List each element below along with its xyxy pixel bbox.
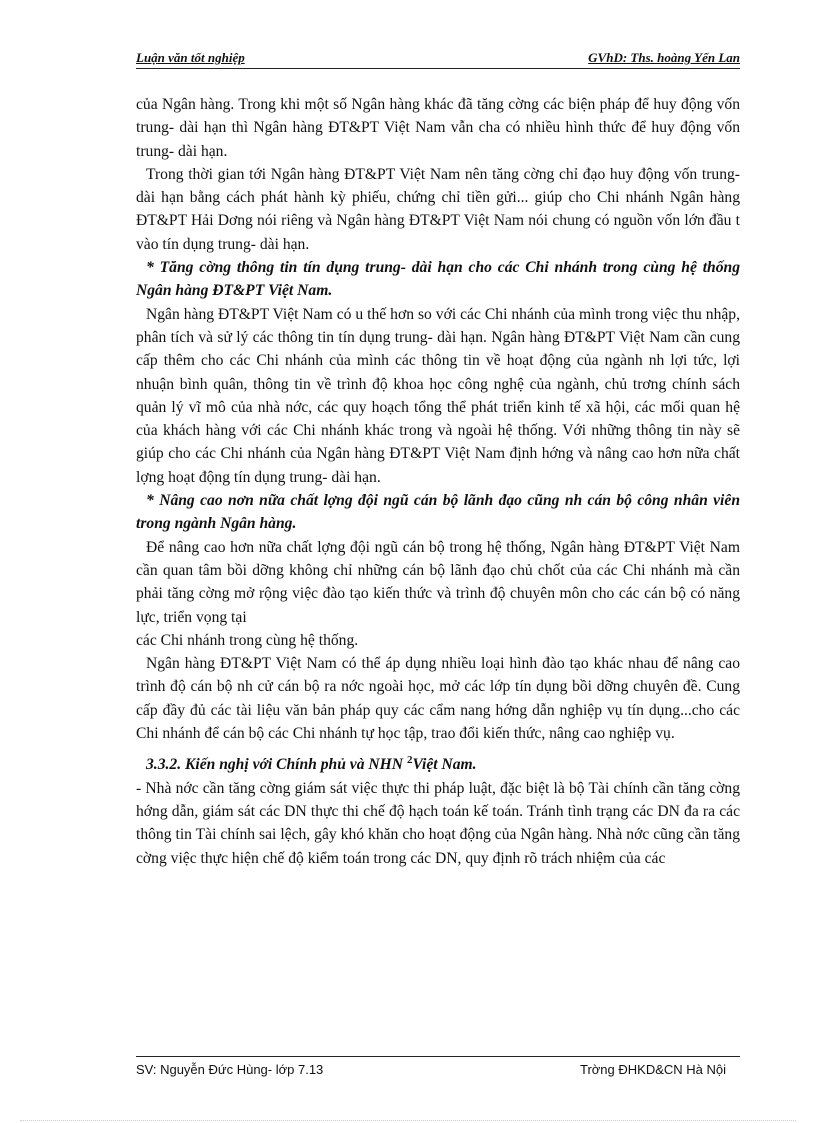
paragraph-2: Trong thời gian tới Ngân hàng ĐT&PT Việt Nam nên tăng cờng chỉ đạo huy động vốn trung- dài hạn bằng cách phát hành kỳ phiếu, chứng chỉ tiền gửi... giúp cho Chi nhánh Ngân hàng ĐT&PT Hải Dơng nói riêng và Ngân hàng ĐT&PT Việt Nam nói chung có nguồn vốn lớn đầu t vào tín dụng trung- dài hạn. bbox=[136, 165, 740, 253]
paragraph-1: của Ngân hàng. Trong khi một số Ngân hàng khác đã tăng cờng các biện pháp để huy động vốn trung- dài hạn thì Ngân hàng ĐT&PT Việt Nam vẫn cha có nhiều hình thức để huy động vốn trung- dài hạn. bbox=[136, 96, 740, 160]
section-heading-suffix: Việt Nam. bbox=[412, 756, 477, 774]
page-footer bbox=[136, 1056, 740, 1079]
paragraph-3: Ngân hàng ĐT&PT Việt Nam có u thế hơn so với các Chi nhánh của mình trong việc thu nhập, phân tích và sử lý các thông tin tín dụng trung- dài hạn. Ngân hàng ĐT&PT Việt Nam cần cung cấp thêm cho các Chi nhánh của mình các thông tin về hoạt động của ngành nh lợi tức, lợi nhuận bình quân, thông tin về trình độ khoa học công nghệ của ngành, chủ trơng chính sách quản lý vĩ mô của nhà nớc, các quy hoạch tổng thể phát triển kinh tế xã hội, các mối quan hệ của khách hàng với các Chi nhánh khác trong và ngoài hệ thống. Với những thông tin này sẽ giúp cho các Chi nhánh của Ngân hàng ĐT&PT Việt Nam định hớng và nâng cao hơn nữa chất lợng hoạt động tín dụng trung- dài hạn. bbox=[136, 305, 740, 486]
paragraph-6: - Nhà nớc cần tăng cờng giám sát việc thực thi pháp luật, đặc biệt là bộ Tài chính cần tăng cờng hớng dẫn, giám sát các DN thực thi chế độ hạch toán kế toán. Tránh tình trạng các DN đa ra các thông tin Tài chính sai lệch, gây khó khăn cho hoạt động của Ngân hàng. Nhà nớc cũng cần tăng cờng việc thực hiện chế độ kiểm toán trong các DN, quy định rõ trách nhiệm của các bbox=[136, 779, 740, 867]
paragraph-5: Ngân hàng ĐT&PT Việt Nam có thể áp dụng nhiều loại hình đào tạo khác nhau để nâng cao trình độ cán bộ nh cử cán bộ ra nớc ngoài học, mở các lớp tín dụng bồi dỡng chuyên đề. Cung cấp đầy đủ các tài liệu văn bản pháp quy các cẩm nang hớng dẫn nghiệp vụ tín dụng...cho các Chi nhánh để cán bộ các Chi nhánh tự học tập, trao đổi kiến thức, nâng cao nghiệp vụ. bbox=[136, 655, 740, 743]
page-header bbox=[136, 50, 740, 69]
section-heading-3-3-2 bbox=[146, 749, 740, 776]
section-heading-text: 3.3.2. Kiến nghị với Chính phủ và NHN bbox=[146, 756, 404, 774]
footer-student: SV: Nguyễn Đức Hùng- lớp 7.13 bbox=[136, 1062, 324, 1077]
subheading-credit-info: * Tăng cờng thông tin tín dụng trung- dài hạn cho các Chi nhánh trong cùng hệ thống Ngân hàng ĐT&PT Việt Nam. bbox=[136, 259, 740, 300]
subheading-staff-quality: * Nâng cao nơn nữa chất lợng đội ngũ cán bộ lãnh đạo cũng nh cán bộ công nhân viên trong ngành Ngân hàng. bbox=[136, 492, 740, 533]
section-heading-superscript: 2 bbox=[406, 754, 413, 767]
header-left-title: Luận văn tốt nghiệp bbox=[136, 50, 245, 65]
footer-school: Trờng ĐHKD&CN Hà Nội bbox=[579, 1062, 726, 1077]
paragraph-4-continued: các Chi nhánh trong cùng hệ thống. bbox=[136, 631, 359, 649]
document-body bbox=[136, 93, 740, 870]
header-right-advisor: GVhD: Ths. hoàng Yến Lan bbox=[588, 50, 740, 65]
page-bottom-divider bbox=[20, 1120, 796, 1121]
paragraph-4: Để nâng cao hơn nữa chất lợng đội ngũ cán bộ trong hệ thống, Ngân hàng ĐT&PT Việt Nam cần quan tâm bồi dỡng không chỉ những cán bộ lãnh đạo chủ chốt của các Chi nhánh mà cần phải tăng cờng mở rộng việc đào tạo kiến thức và trình độ chuyên môn cho các cán bộ có năng lực, triển vọng tại bbox=[136, 538, 740, 626]
